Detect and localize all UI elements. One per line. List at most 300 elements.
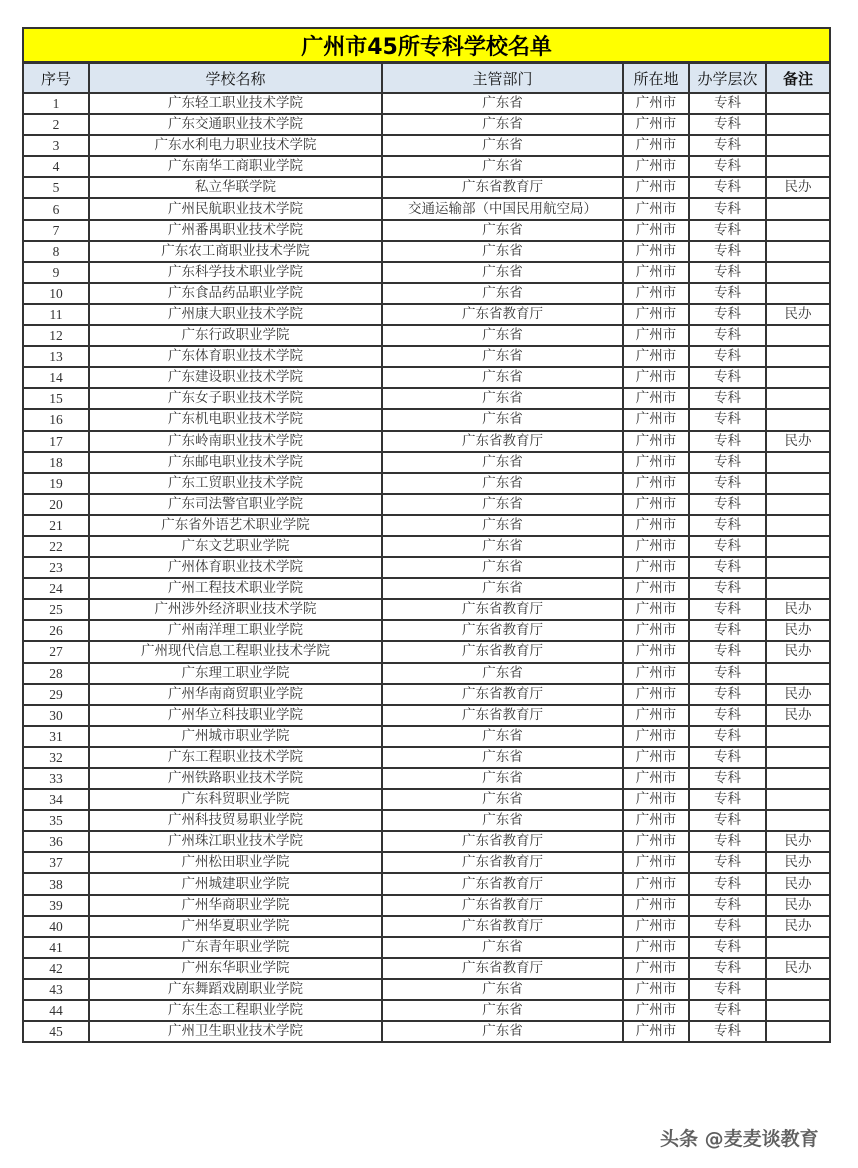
cell-note bbox=[766, 367, 830, 388]
cell-school-name: 广东工贸职业技术学院 bbox=[89, 473, 382, 494]
cell-city: 广州市 bbox=[623, 747, 689, 768]
cell-city: 广州市 bbox=[623, 578, 689, 599]
cell-city: 广州市 bbox=[623, 431, 689, 452]
table-row bbox=[23, 578, 830, 599]
cell-row-number: 10 bbox=[23, 283, 89, 304]
cell-note: 民办 bbox=[766, 895, 830, 916]
cell-level: 专科 bbox=[689, 431, 766, 452]
cell-school-name: 广东轻工职业技术学院 bbox=[89, 93, 382, 114]
cell-row-number: 2 bbox=[23, 114, 89, 135]
cell-department: 广东省 bbox=[382, 663, 623, 684]
cell-note bbox=[766, 220, 830, 241]
cell-school-name: 广东工程职业技术学院 bbox=[89, 747, 382, 768]
cell-level: 专科 bbox=[689, 135, 766, 156]
cell-note: 民办 bbox=[766, 431, 830, 452]
cell-note: 民办 bbox=[766, 304, 830, 325]
cell-school-name: 广州华商职业学院 bbox=[89, 895, 382, 916]
header-level: 办学层次 bbox=[689, 63, 766, 94]
cell-row-number: 28 bbox=[23, 663, 89, 684]
cell-city: 广州市 bbox=[623, 409, 689, 430]
cell-level: 专科 bbox=[689, 536, 766, 557]
cell-level: 专科 bbox=[689, 895, 766, 916]
table-row bbox=[23, 810, 830, 831]
cell-city: 广州市 bbox=[623, 937, 689, 958]
cell-city: 广州市 bbox=[623, 388, 689, 409]
cell-row-number: 19 bbox=[23, 473, 89, 494]
cell-city: 广州市 bbox=[623, 831, 689, 852]
cell-school-name: 广东女子职业技术学院 bbox=[89, 388, 382, 409]
cell-school-name: 广州珠江职业技术学院 bbox=[89, 831, 382, 852]
cell-row-number: 42 bbox=[23, 958, 89, 979]
cell-level: 专科 bbox=[689, 515, 766, 536]
table-row bbox=[23, 852, 830, 873]
cell-city: 广州市 bbox=[623, 114, 689, 135]
cell-level: 专科 bbox=[689, 473, 766, 494]
cell-department: 广东省 bbox=[382, 135, 623, 156]
cell-school-name: 广东省外语艺术职业学院 bbox=[89, 515, 382, 536]
cell-row-number: 40 bbox=[23, 916, 89, 937]
cell-school-name: 广东南华工商职业学院 bbox=[89, 156, 382, 177]
table-row bbox=[23, 958, 830, 979]
cell-school-name: 广州城建职业学院 bbox=[89, 873, 382, 894]
header-school-name: 学校名称 bbox=[89, 63, 382, 94]
cell-note bbox=[766, 241, 830, 262]
cell-city: 广州市 bbox=[623, 641, 689, 662]
cell-school-name: 广州南洋理工职业学院 bbox=[89, 620, 382, 641]
table-row bbox=[23, 831, 830, 852]
cell-city: 广州市 bbox=[623, 473, 689, 494]
cell-department: 广东省 bbox=[382, 283, 623, 304]
cell-note: 民办 bbox=[766, 684, 830, 705]
cell-school-name: 广州体育职业技术学院 bbox=[89, 557, 382, 578]
table-row bbox=[23, 93, 830, 114]
cell-row-number: 33 bbox=[23, 768, 89, 789]
cell-level: 专科 bbox=[689, 705, 766, 726]
table-row bbox=[23, 599, 830, 620]
cell-level: 专科 bbox=[689, 810, 766, 831]
cell-department: 广东省 bbox=[382, 114, 623, 135]
cell-note bbox=[766, 747, 830, 768]
cell-department: 广东省教育厅 bbox=[382, 958, 623, 979]
cell-city: 广州市 bbox=[623, 515, 689, 536]
cell-department: 广东省 bbox=[382, 810, 623, 831]
sheet-title: 广州市45所专科学校名单 bbox=[23, 28, 830, 63]
cell-note bbox=[766, 114, 830, 135]
cell-row-number: 36 bbox=[23, 831, 89, 852]
cell-row-number: 4 bbox=[23, 156, 89, 177]
cell-level: 专科 bbox=[689, 641, 766, 662]
cell-note bbox=[766, 388, 830, 409]
cell-school-name: 广州现代信息工程职业技术学院 bbox=[89, 641, 382, 662]
cell-city: 广州市 bbox=[623, 220, 689, 241]
cell-department: 广东省教育厅 bbox=[382, 895, 623, 916]
cell-city: 广州市 bbox=[623, 620, 689, 641]
cell-row-number: 26 bbox=[23, 620, 89, 641]
table-row bbox=[23, 620, 830, 641]
cell-note bbox=[766, 557, 830, 578]
table-row bbox=[23, 916, 830, 937]
cell-school-name: 广东舞蹈戏剧职业学院 bbox=[89, 979, 382, 1000]
cell-level: 专科 bbox=[689, 114, 766, 135]
cell-row-number: 34 bbox=[23, 789, 89, 810]
cell-city: 广州市 bbox=[623, 916, 689, 937]
cell-city: 广州市 bbox=[623, 177, 689, 198]
cell-department: 广东省 bbox=[382, 1000, 623, 1021]
cell-city: 广州市 bbox=[623, 536, 689, 557]
table-row bbox=[23, 705, 830, 726]
cell-school-name: 广东交通职业技术学院 bbox=[89, 114, 382, 135]
table-row bbox=[23, 1000, 830, 1021]
cell-city: 广州市 bbox=[623, 325, 689, 346]
cell-department: 广东省 bbox=[382, 494, 623, 515]
cell-city: 广州市 bbox=[623, 135, 689, 156]
cell-level: 专科 bbox=[689, 93, 766, 114]
cell-school-name: 广州涉外经济职业技术学院 bbox=[89, 599, 382, 620]
cell-note bbox=[766, 198, 830, 219]
cell-note: 民办 bbox=[766, 916, 830, 937]
cell-school-name: 广东理工职业学院 bbox=[89, 663, 382, 684]
cell-note: 民办 bbox=[766, 705, 830, 726]
cell-department: 广东省 bbox=[382, 1021, 623, 1042]
cell-row-number: 8 bbox=[23, 241, 89, 262]
cell-department: 广东省教育厅 bbox=[382, 873, 623, 894]
cell-department: 广东省 bbox=[382, 156, 623, 177]
cell-city: 广州市 bbox=[623, 283, 689, 304]
table-row bbox=[23, 937, 830, 958]
table-row bbox=[23, 747, 830, 768]
cell-row-number: 20 bbox=[23, 494, 89, 515]
cell-note bbox=[766, 283, 830, 304]
table-row bbox=[23, 241, 830, 262]
cell-city: 广州市 bbox=[623, 93, 689, 114]
cell-school-name: 广东水利电力职业技术学院 bbox=[89, 135, 382, 156]
cell-level: 专科 bbox=[689, 283, 766, 304]
cell-note bbox=[766, 937, 830, 958]
cell-department: 广东省 bbox=[382, 409, 623, 430]
cell-department: 广东省 bbox=[382, 388, 623, 409]
table-row bbox=[23, 979, 830, 1000]
cell-school-name: 广东邮电职业技术学院 bbox=[89, 452, 382, 473]
cell-level: 专科 bbox=[689, 557, 766, 578]
cell-row-number: 45 bbox=[23, 1021, 89, 1042]
table-row bbox=[23, 663, 830, 684]
cell-department: 广东省 bbox=[382, 367, 623, 388]
cell-row-number: 16 bbox=[23, 409, 89, 430]
cell-level: 专科 bbox=[689, 873, 766, 894]
header-note: 备注 bbox=[766, 63, 830, 94]
cell-department: 广东省 bbox=[382, 536, 623, 557]
cell-department: 广东省 bbox=[382, 789, 623, 810]
cell-note bbox=[766, 494, 830, 515]
table-row bbox=[23, 494, 830, 515]
cell-row-number: 32 bbox=[23, 747, 89, 768]
cell-note: 民办 bbox=[766, 599, 830, 620]
cell-school-name: 广州康大职业技术学院 bbox=[89, 304, 382, 325]
table-row bbox=[23, 452, 830, 473]
cell-city: 广州市 bbox=[623, 895, 689, 916]
cell-level: 专科 bbox=[689, 599, 766, 620]
cell-row-number: 39 bbox=[23, 895, 89, 916]
table-row bbox=[23, 726, 830, 747]
cell-school-name: 广东岭南职业技术学院 bbox=[89, 431, 382, 452]
cell-department: 广东省 bbox=[382, 325, 623, 346]
cell-note bbox=[766, 726, 830, 747]
cell-school-name: 广州华夏职业学院 bbox=[89, 916, 382, 937]
cell-row-number: 18 bbox=[23, 452, 89, 473]
cell-department: 广东省 bbox=[382, 768, 623, 789]
cell-row-number: 27 bbox=[23, 641, 89, 662]
cell-department: 广东省教育厅 bbox=[382, 304, 623, 325]
title-row bbox=[23, 28, 830, 63]
cell-city: 广州市 bbox=[623, 873, 689, 894]
cell-note: 民办 bbox=[766, 641, 830, 662]
cell-school-name: 广州番禺职业技术学院 bbox=[89, 220, 382, 241]
cell-note bbox=[766, 473, 830, 494]
cell-level: 专科 bbox=[689, 346, 766, 367]
table-row bbox=[23, 515, 830, 536]
table-row bbox=[23, 789, 830, 810]
cell-school-name: 广州工程技术职业学院 bbox=[89, 578, 382, 599]
cell-level: 专科 bbox=[689, 747, 766, 768]
table-row bbox=[23, 431, 830, 452]
table-row bbox=[23, 304, 830, 325]
cell-row-number: 5 bbox=[23, 177, 89, 198]
cell-row-number: 1 bbox=[23, 93, 89, 114]
cell-school-name: 广东体育职业技术学院 bbox=[89, 346, 382, 367]
cell-note bbox=[766, 1000, 830, 1021]
table-body bbox=[23, 93, 830, 1042]
cell-row-number: 38 bbox=[23, 873, 89, 894]
cell-note bbox=[766, 452, 830, 473]
cell-school-name: 广州卫生职业技术学院 bbox=[89, 1021, 382, 1042]
cell-level: 专科 bbox=[689, 1000, 766, 1021]
table-row bbox=[23, 135, 830, 156]
table-row bbox=[23, 388, 830, 409]
table-row bbox=[23, 220, 830, 241]
cell-level: 专科 bbox=[689, 1021, 766, 1042]
cell-row-number: 13 bbox=[23, 346, 89, 367]
table-row bbox=[23, 325, 830, 346]
cell-city: 广州市 bbox=[623, 684, 689, 705]
cell-note bbox=[766, 93, 830, 114]
cell-department: 广东省教育厅 bbox=[382, 684, 623, 705]
cell-city: 广州市 bbox=[623, 663, 689, 684]
cell-note bbox=[766, 156, 830, 177]
cell-row-number: 14 bbox=[23, 367, 89, 388]
cell-school-name: 广东科贸职业学院 bbox=[89, 789, 382, 810]
cell-level: 专科 bbox=[689, 241, 766, 262]
cell-department: 广东省 bbox=[382, 93, 623, 114]
cell-level: 专科 bbox=[689, 937, 766, 958]
cell-school-name: 广州松田职业学院 bbox=[89, 852, 382, 873]
cell-department: 广东省 bbox=[382, 747, 623, 768]
cell-level: 专科 bbox=[689, 684, 766, 705]
cell-school-name: 私立华联学院 bbox=[89, 177, 382, 198]
cell-department: 广东省 bbox=[382, 452, 623, 473]
cell-city: 广州市 bbox=[623, 599, 689, 620]
cell-city: 广州市 bbox=[623, 852, 689, 873]
table-row bbox=[23, 684, 830, 705]
cell-note bbox=[766, 789, 830, 810]
cell-level: 专科 bbox=[689, 304, 766, 325]
cell-school-name: 广州科技贸易职业学院 bbox=[89, 810, 382, 831]
cell-school-name: 广州东华职业学院 bbox=[89, 958, 382, 979]
cell-department: 广东省 bbox=[382, 979, 623, 1000]
cell-level: 专科 bbox=[689, 198, 766, 219]
cell-school-name: 广州华南商贸职业学院 bbox=[89, 684, 382, 705]
cell-city: 广州市 bbox=[623, 452, 689, 473]
cell-note: 民办 bbox=[766, 831, 830, 852]
cell-department: 广东省教育厅 bbox=[382, 177, 623, 198]
cell-city: 广州市 bbox=[623, 304, 689, 325]
cell-school-name: 广州民航职业技术学院 bbox=[89, 198, 382, 219]
table-row bbox=[23, 177, 830, 198]
cell-level: 专科 bbox=[689, 979, 766, 1000]
cell-level: 专科 bbox=[689, 852, 766, 873]
cell-note bbox=[766, 135, 830, 156]
cell-department: 广东省教育厅 bbox=[382, 431, 623, 452]
cell-note: 民办 bbox=[766, 852, 830, 873]
table-row bbox=[23, 409, 830, 430]
header-no: 序号 bbox=[23, 63, 89, 94]
cell-city: 广州市 bbox=[623, 494, 689, 515]
cell-city: 广州市 bbox=[623, 346, 689, 367]
cell-department: 广东省教育厅 bbox=[382, 852, 623, 873]
cell-note: 民办 bbox=[766, 177, 830, 198]
header-department: 主管部门 bbox=[382, 63, 623, 94]
cell-note bbox=[766, 578, 830, 599]
cell-row-number: 37 bbox=[23, 852, 89, 873]
cell-row-number: 3 bbox=[23, 135, 89, 156]
cell-city: 广州市 bbox=[623, 726, 689, 747]
cell-note: 民办 bbox=[766, 620, 830, 641]
cell-row-number: 35 bbox=[23, 810, 89, 831]
cell-row-number: 12 bbox=[23, 325, 89, 346]
cell-school-name: 广东科学技术职业学院 bbox=[89, 262, 382, 283]
cell-note bbox=[766, 1021, 830, 1042]
cell-note bbox=[766, 515, 830, 536]
cell-row-number: 29 bbox=[23, 684, 89, 705]
table-row bbox=[23, 198, 830, 219]
cell-row-number: 44 bbox=[23, 1000, 89, 1021]
cell-note bbox=[766, 979, 830, 1000]
cell-department: 广东省 bbox=[382, 220, 623, 241]
cell-note bbox=[766, 810, 830, 831]
cell-level: 专科 bbox=[689, 220, 766, 241]
cell-level: 专科 bbox=[689, 726, 766, 747]
cell-note: 民办 bbox=[766, 958, 830, 979]
cell-level: 专科 bbox=[689, 789, 766, 810]
cell-department: 广东省教育厅 bbox=[382, 620, 623, 641]
cell-row-number: 17 bbox=[23, 431, 89, 452]
cell-department: 广东省 bbox=[382, 726, 623, 747]
cell-row-number: 41 bbox=[23, 937, 89, 958]
table-row bbox=[23, 346, 830, 367]
cell-level: 专科 bbox=[689, 663, 766, 684]
cell-school-name: 广东机电职业技术学院 bbox=[89, 409, 382, 430]
cell-department: 广东省 bbox=[382, 578, 623, 599]
cell-city: 广州市 bbox=[623, 198, 689, 219]
table-row bbox=[23, 536, 830, 557]
cell-note bbox=[766, 346, 830, 367]
cell-row-number: 24 bbox=[23, 578, 89, 599]
cell-school-name: 广州华立科技职业学院 bbox=[89, 705, 382, 726]
cell-city: 广州市 bbox=[623, 156, 689, 177]
cell-school-name: 广东建设职业技术学院 bbox=[89, 367, 382, 388]
cell-row-number: 21 bbox=[23, 515, 89, 536]
cell-level: 专科 bbox=[689, 620, 766, 641]
cell-row-number: 6 bbox=[23, 198, 89, 219]
cell-school-name: 广东青年职业学院 bbox=[89, 937, 382, 958]
cell-note bbox=[766, 663, 830, 684]
table-row bbox=[23, 768, 830, 789]
cell-level: 专科 bbox=[689, 156, 766, 177]
cell-department: 广东省教育厅 bbox=[382, 916, 623, 937]
cell-city: 广州市 bbox=[623, 705, 689, 726]
cell-level: 专科 bbox=[689, 177, 766, 198]
header-city: 所在地 bbox=[623, 63, 689, 94]
cell-row-number: 15 bbox=[23, 388, 89, 409]
watermark: 头条 @麦麦谈教育 bbox=[660, 1128, 819, 1150]
cell-school-name: 广东文艺职业学院 bbox=[89, 536, 382, 557]
table-row bbox=[23, 557, 830, 578]
cell-note bbox=[766, 262, 830, 283]
cell-city: 广州市 bbox=[623, 241, 689, 262]
cell-note bbox=[766, 325, 830, 346]
cell-city: 广州市 bbox=[623, 979, 689, 1000]
cell-city: 广州市 bbox=[623, 810, 689, 831]
cell-level: 专科 bbox=[689, 916, 766, 937]
cell-row-number: 31 bbox=[23, 726, 89, 747]
cell-level: 专科 bbox=[689, 831, 766, 852]
cell-city: 广州市 bbox=[623, 367, 689, 388]
table-row bbox=[23, 473, 830, 494]
cell-school-name: 广东食品药品职业学院 bbox=[89, 283, 382, 304]
table-row bbox=[23, 895, 830, 916]
cell-school-name: 广州城市职业学院 bbox=[89, 726, 382, 747]
school-table bbox=[22, 27, 831, 1043]
cell-note bbox=[766, 536, 830, 557]
cell-level: 专科 bbox=[689, 494, 766, 515]
cell-level: 专科 bbox=[689, 768, 766, 789]
cell-department: 广东省 bbox=[382, 241, 623, 262]
table-row bbox=[23, 114, 830, 135]
cell-department: 广东省教育厅 bbox=[382, 831, 623, 852]
cell-level: 专科 bbox=[689, 578, 766, 599]
cell-school-name: 广州铁路职业技术学院 bbox=[89, 768, 382, 789]
cell-note bbox=[766, 768, 830, 789]
table-row bbox=[23, 283, 830, 304]
cell-department: 广东省 bbox=[382, 262, 623, 283]
cell-level: 专科 bbox=[689, 958, 766, 979]
cell-department: 广东省 bbox=[382, 515, 623, 536]
cell-row-number: 7 bbox=[23, 220, 89, 241]
table-row bbox=[23, 367, 830, 388]
school-list-sheet bbox=[22, 27, 829, 1043]
cell-row-number: 11 bbox=[23, 304, 89, 325]
cell-row-number: 22 bbox=[23, 536, 89, 557]
cell-school-name: 广东生态工程职业学院 bbox=[89, 1000, 382, 1021]
cell-department: 广东省教育厅 bbox=[382, 641, 623, 662]
table-row bbox=[23, 1021, 830, 1042]
cell-school-name: 广东农工商职业技术学院 bbox=[89, 241, 382, 262]
cell-level: 专科 bbox=[689, 325, 766, 346]
cell-city: 广州市 bbox=[623, 1021, 689, 1042]
cell-city: 广州市 bbox=[623, 557, 689, 578]
cell-department: 交通运输部（中国民用航空局） bbox=[382, 198, 623, 219]
cell-level: 专科 bbox=[689, 388, 766, 409]
table-row bbox=[23, 262, 830, 283]
